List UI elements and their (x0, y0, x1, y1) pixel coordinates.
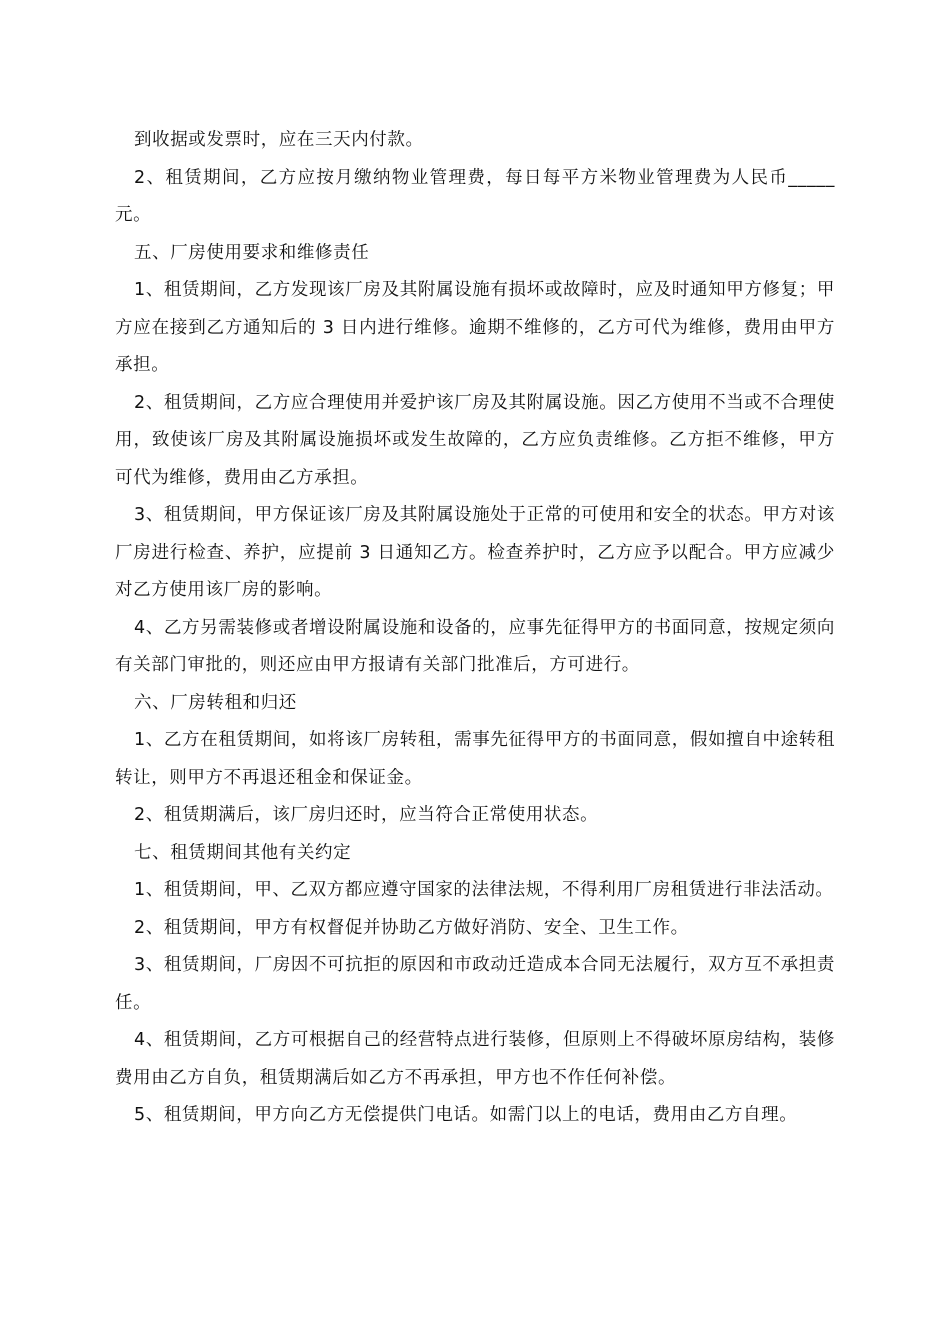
document-body (115, 122, 835, 1135)
paragraph-5-1: 1、租赁期间，乙方发现该厂房及其附属设施有损坏或故障时，应及时通知甲方修复；甲方应在接到乙方通知后的 3 日内进行维修。逾期不维修的，乙方可代为维修，费用由甲方承担。 (115, 280, 835, 375)
paragraph-5-3: 3、租赁期间，甲方保证该厂房及其附属设施处于正常的可使用和安全的状态。甲方对该厂房进行检查、养护，应提前 3 日通知乙方。检查养护时，乙方应予以配合。甲方应减少对乙方使用该厂房的影响。 (115, 505, 835, 600)
paragraph-7-4: 4、租赁期间，乙方可根据自己的经营特点进行装修，但原则上不得破坏原房结构，装修费用由乙方自负，租赁期满后如乙方不再承担，甲方也不作任何补偿。 (115, 1030, 835, 1088)
section-heading-six: 六、厂房转租和归还 (134, 692, 297, 713)
paragraph-7-5: 5、租赁期间，甲方向乙方无偿提供门电话。如需门以上的电话，费用由乙方自理。 (134, 1105, 798, 1125)
paragraph-7-3: 3、租赁期间，厂房因不可抗拒的原因和市政动迁造成本合同无法履行，双方互不承担责任。 (115, 955, 835, 1013)
paragraph-management-fee: 2、租赁期间，乙方应按月缴纳物业管理费，每日每平方米物业管理费为人民币_____元。 (115, 167, 835, 225)
paragraph-5-2: 2、租赁期间，乙方应合理使用并爱护该厂房及其附属设施。因乙方使用不当或不合理使用，致使该厂房及其附属设施损坏或发生故障的，乙方应负责维修。乙方拒不维修，甲方可代为维修，费用由乙方承担。 (115, 392, 835, 488)
section-heading-five: 五、厂房使用要求和维修责任 (134, 242, 370, 263)
paragraph-6-2: 2、租赁期满后，该厂房归还时，应当符合正常使用状态。 (134, 805, 599, 825)
section-heading-seven: 七、租赁期间其他有关约定 (134, 842, 352, 863)
paragraph-5-4: 4、乙方另需装修或者增设附属设施和设备的，应事先征得甲方的书面同意，按规定须向有关部门审批的，则还应由甲方报请有关部门批准后，方可进行。 (115, 617, 835, 675)
paragraph-7-2: 2、租赁期间，甲方有权督促并协助乙方做好消防、安全、卫生工作。 (134, 917, 689, 938)
paragraph-6-1: 1、乙方在租赁期间，如将该厂房转租，需事先征得甲方的书面同意，假如擅自中途转租转让，则甲方不再退还租金和保证金。 (115, 730, 835, 788)
paragraph-7-1: 1、租赁期间，甲、乙双方都应遵守国家的法律法规，不得利用厂房租赁进行非法活动。 (134, 880, 834, 900)
paragraph-payment-continuation: 到收据或发票时，应在三天内付款。 (134, 130, 424, 150)
